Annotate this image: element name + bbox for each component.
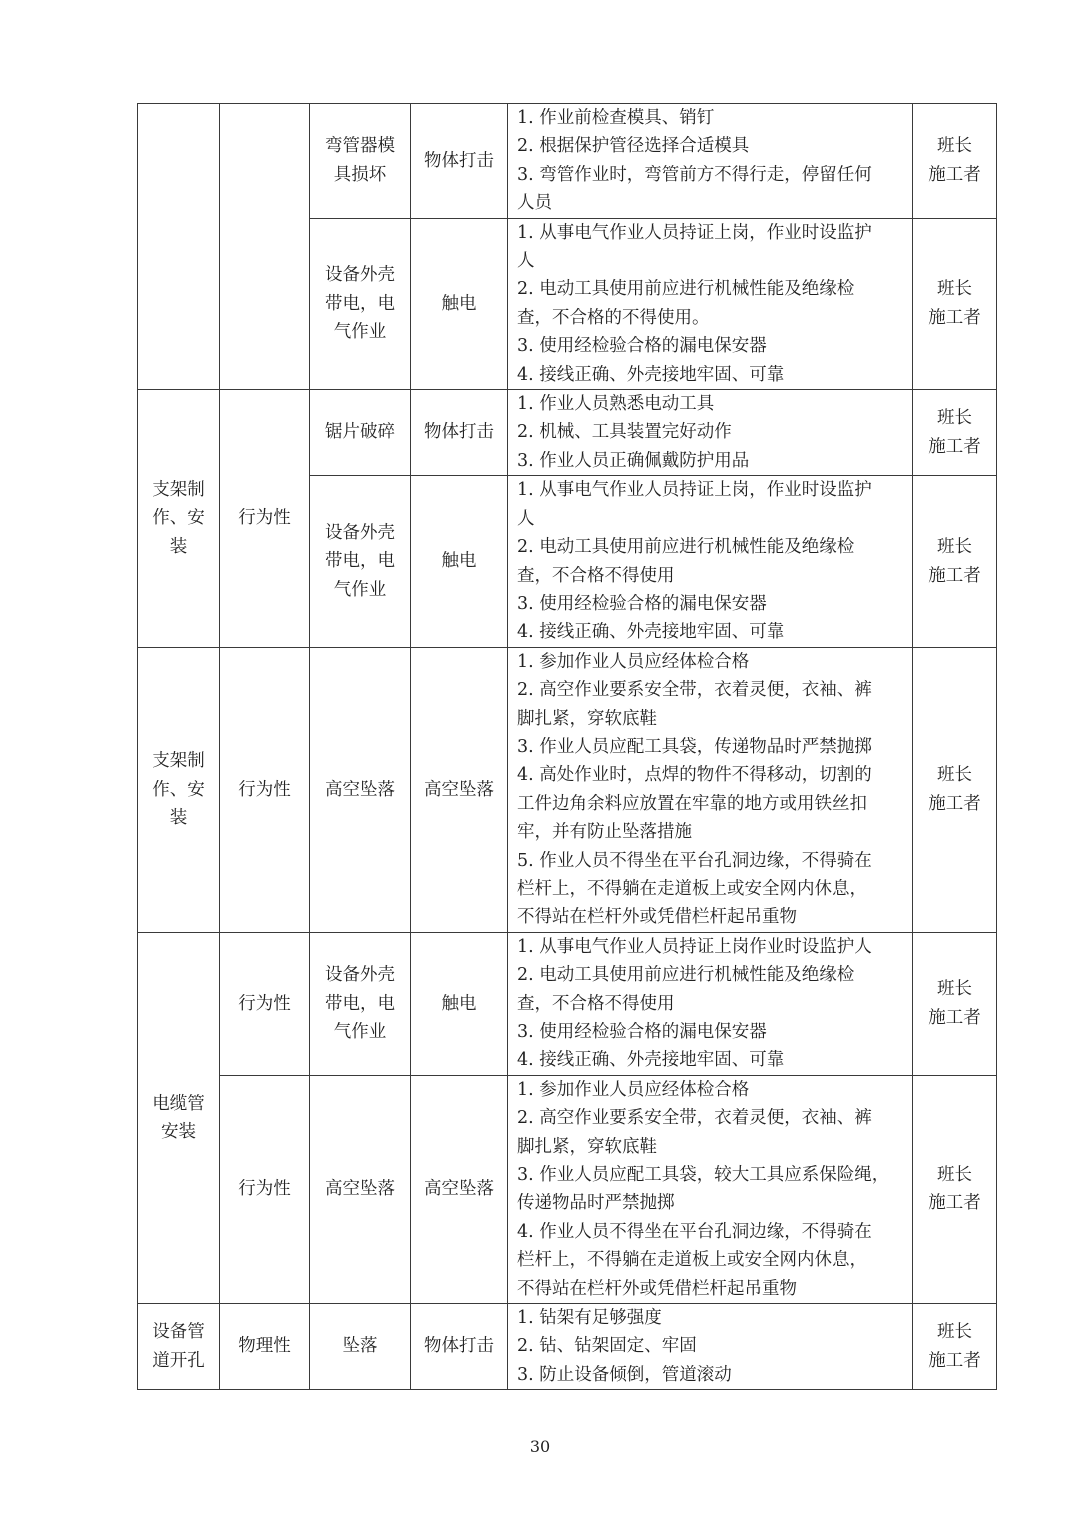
cell-line: 3. 弯管作业时，弯管前方不得行走，停留任何 <box>517 164 872 185</box>
cell-line: 触电 <box>441 551 477 572</box>
cell-line: 4. 作业人员不得坐在平台孔洞边缘，不得骑在 <box>517 1221 872 1242</box>
measures-cell <box>508 1075 913 1303</box>
cell-line: 5. 作业人员不得坐在平台孔洞边缘，不得骑在 <box>517 850 872 871</box>
cell-line: 查，不合格不得使用 <box>517 993 675 1014</box>
hazard-cell <box>310 647 411 932</box>
cell-line: 1. 从事电气作业人员持证上岗，作业时设监护 <box>517 480 872 501</box>
cell-line: 电缆管 <box>152 1093 205 1114</box>
accident-cell <box>411 1075 508 1303</box>
accident-cell <box>411 932 508 1075</box>
accident-cell <box>411 218 508 389</box>
table-row <box>138 647 997 932</box>
measures-cell <box>508 932 913 1075</box>
cell-line: 人 <box>517 251 535 272</box>
hazard-cell <box>310 390 411 476</box>
cell-line: 施工者 <box>928 565 981 586</box>
cell-line: 3. 作业人员应配工具袋，较大工具应系保险绳， <box>517 1165 890 1186</box>
cell-line: 支架制 <box>152 479 205 500</box>
cell-line: 不得站在栏杆外或凭借栏杆起吊重物 <box>517 1278 797 1299</box>
cell-line: 3. 使用经检验合格的漏电保安器 <box>517 1022 767 1042</box>
cell-line: 作、安 <box>152 779 205 800</box>
cell-line: 不得站在栏杆外或凭借栏杆起吊重物 <box>517 907 797 928</box>
cell-line: 带电，电 <box>325 293 395 314</box>
responsible-cell <box>913 390 997 476</box>
cell-line: 脚扎紧，穿软底鞋 <box>517 708 657 729</box>
measures-cell <box>508 390 913 476</box>
process-cell <box>138 104 220 390</box>
nature-cell <box>220 647 310 932</box>
process-cell <box>138 390 220 648</box>
cell-line: 3. 作业人员应配工具袋，传递物品时严禁抛掷 <box>517 736 872 757</box>
cell-line: 坠落 <box>342 1336 378 1357</box>
cell-line: 1. 参加作业人员应经体检合格 <box>517 1079 750 1100</box>
table-row <box>138 1075 997 1303</box>
cell-line: 施工者 <box>928 1350 981 1371</box>
cell-line: 栏杆上，不得躺在走道板上或安全网内休息， <box>517 1250 867 1271</box>
cell-line: 2. 高空作业要系安全带，衣着灵便，衣袖、裤 <box>517 1108 872 1129</box>
cell-line: 施工者 <box>928 793 981 814</box>
nature-cell <box>220 932 310 1075</box>
cell-line: 行为性 <box>238 779 291 800</box>
hazard-cell <box>310 104 411 219</box>
cell-line: 2. 电动工具使用前应进行机械性能及绝缘检 <box>517 537 855 558</box>
cell-line: 行为性 <box>238 993 291 1014</box>
cell-line: 4. 接线正确、外壳接地牢固、可靠 <box>517 364 785 385</box>
cell-line: 高空坠落 <box>424 1179 494 1200</box>
cell-line: 1. 从事电气作业人员持证上岗，作业时设监护 <box>517 222 872 243</box>
cell-line: 4. 接线正确、外壳接地牢固、可靠 <box>517 1050 785 1071</box>
table-row <box>138 390 997 476</box>
cell-line: 2. 根据保护管径选择合适模具 <box>517 136 750 157</box>
nature-cell <box>220 1075 310 1303</box>
responsible-cell <box>913 476 997 647</box>
hazard-cell <box>310 1075 411 1303</box>
cell-line: 班长 <box>937 765 972 786</box>
cell-line: 施工者 <box>928 164 981 185</box>
cell-line: 4. 接线正确、外壳接地牢固、可靠 <box>517 622 785 643</box>
cell-line: 施工者 <box>928 1193 981 1214</box>
cell-line: 班长 <box>937 1165 972 1186</box>
cell-line: 工件边角余料应放置在牢靠的地方或用铁丝扣 <box>517 793 867 814</box>
cell-line: 行为性 <box>238 508 291 529</box>
cell-line: 1. 作业人员熟悉电动工具 <box>517 394 715 415</box>
cell-line: 高空坠落 <box>325 1179 395 1200</box>
cell-line: 装 <box>169 536 188 557</box>
cell-line: 具损坏 <box>333 164 387 185</box>
cell-line: 触电 <box>441 293 477 314</box>
measures-cell <box>508 647 913 932</box>
cell-line: 栏杆上，不得躺在走道板上或安全网内休息， <box>517 878 867 899</box>
cell-line: 带电，电 <box>325 993 395 1014</box>
cell-line: 设备外壳 <box>325 965 395 986</box>
cell-line: 查，不合格的不得使用。 <box>517 307 710 328</box>
responsible-cell <box>913 218 997 389</box>
table-row <box>138 932 997 1075</box>
cell-line: 1. 钻架有足够强度 <box>517 1308 662 1329</box>
responsible-cell <box>913 104 997 219</box>
nature-cell <box>220 104 310 390</box>
cell-line: 传递物品时严禁抛掷 <box>517 1193 675 1214</box>
table-row <box>138 104 997 219</box>
table-row <box>138 1304 997 1390</box>
cell-line: 支架制 <box>152 751 205 772</box>
cell-line: 3. 使用经检验合格的漏电保安器 <box>517 593 767 614</box>
risk-control-table <box>137 103 997 1390</box>
measures-cell <box>508 476 913 647</box>
cell-line: 设备外壳 <box>325 522 395 543</box>
hazard-cell <box>310 218 411 389</box>
accident-cell <box>411 104 508 219</box>
cell-line: 2. 电动工具使用前应进行机械性能及绝缘检 <box>517 965 855 986</box>
process-cell <box>138 647 220 932</box>
cell-line: 物体打击 <box>424 1336 494 1357</box>
responsible-cell <box>913 1075 997 1303</box>
cell-line: 道开孔 <box>152 1350 205 1371</box>
accident-cell <box>411 647 508 932</box>
cell-line: 触电 <box>441 993 477 1014</box>
cell-line: 物理性 <box>238 1336 291 1357</box>
cell-line: 高空坠落 <box>325 779 395 800</box>
cell-line: 1. 从事电气作业人员持证上岗作业时设监护人 <box>517 936 872 957</box>
cell-line: 带电，电 <box>325 551 395 572</box>
cell-line: 气作业 <box>333 1022 387 1042</box>
cell-line: 设备外壳 <box>325 265 395 286</box>
cell-line: 2. 高空作业要系安全带，衣着灵便，衣袖、裤 <box>517 680 872 701</box>
page-number: 30 <box>529 1437 551 1456</box>
measures-cell <box>508 104 913 219</box>
cell-line: 高空坠落 <box>424 779 494 800</box>
cell-line: 弯管器模 <box>325 136 395 157</box>
measures-cell <box>508 1304 913 1390</box>
accident-cell <box>411 390 508 476</box>
cell-line: 气作业 <box>333 322 387 343</box>
cell-line: 1. 作业前检查模具、销钉 <box>517 108 715 128</box>
responsible-cell <box>913 1304 997 1390</box>
cell-line: 查，不合格不得使用 <box>517 565 675 586</box>
cell-line: 牢，并有防止坠落措施 <box>517 822 692 843</box>
cell-line: 3. 使用经检验合格的漏电保安器 <box>517 336 767 357</box>
hazard-cell <box>310 476 411 647</box>
cell-line: 人员 <box>517 193 552 214</box>
cell-line: 1. 参加作业人员应经体检合格 <box>517 651 750 672</box>
cell-line: 锯片破碎 <box>325 422 395 443</box>
cell-line: 脚扎紧，穿软底鞋 <box>517 1136 657 1157</box>
process-cell <box>138 932 220 1303</box>
cell-line: 2. 钻、钻架固定、牢固 <box>517 1336 697 1357</box>
cell-line: 行为性 <box>238 1179 291 1200</box>
cell-line: 班长 <box>937 136 972 157</box>
cell-line: 作、安 <box>152 508 205 529</box>
cell-line: 4. 高处作业时，点焊的物件不得移动，切割的 <box>517 765 872 786</box>
cell-line: 3. 作业人员正确佩戴防护用品 <box>517 450 750 471</box>
cell-line: 班长 <box>937 979 972 1000</box>
cell-line: 3. 防止设备倾倒，管道滚动 <box>517 1364 732 1385</box>
cell-line: 班长 <box>937 408 972 429</box>
responsible-cell <box>913 647 997 932</box>
cell-line: 物体打击 <box>424 150 494 171</box>
cell-line: 班长 <box>937 1322 972 1343</box>
hazard-cell <box>310 932 411 1075</box>
cell-line: 设备管 <box>152 1322 205 1343</box>
cell-line: 施工者 <box>928 307 981 328</box>
cell-line: 施工者 <box>928 436 981 457</box>
nature-cell <box>220 390 310 648</box>
cell-line: 班长 <box>937 279 972 300</box>
cell-line: 人 <box>517 508 535 529</box>
cell-line: 2. 电动工具使用前应进行机械性能及绝缘检 <box>517 279 855 300</box>
cell-line: 施工者 <box>928 1007 981 1028</box>
cell-line: 班长 <box>937 537 972 558</box>
accident-cell <box>411 476 508 647</box>
cell-line: 气作业 <box>333 579 387 600</box>
nature-cell <box>220 1304 310 1390</box>
accident-cell <box>411 1304 508 1390</box>
process-cell <box>138 1304 220 1390</box>
measures-cell <box>508 218 913 389</box>
cell-line: 安装 <box>161 1121 196 1142</box>
hazard-cell <box>310 1304 411 1390</box>
responsible-cell <box>913 932 997 1075</box>
cell-line: 物体打击 <box>424 422 494 443</box>
cell-line: 2. 机械、工具装置完好动作 <box>517 422 732 443</box>
cell-line: 装 <box>169 807 188 828</box>
